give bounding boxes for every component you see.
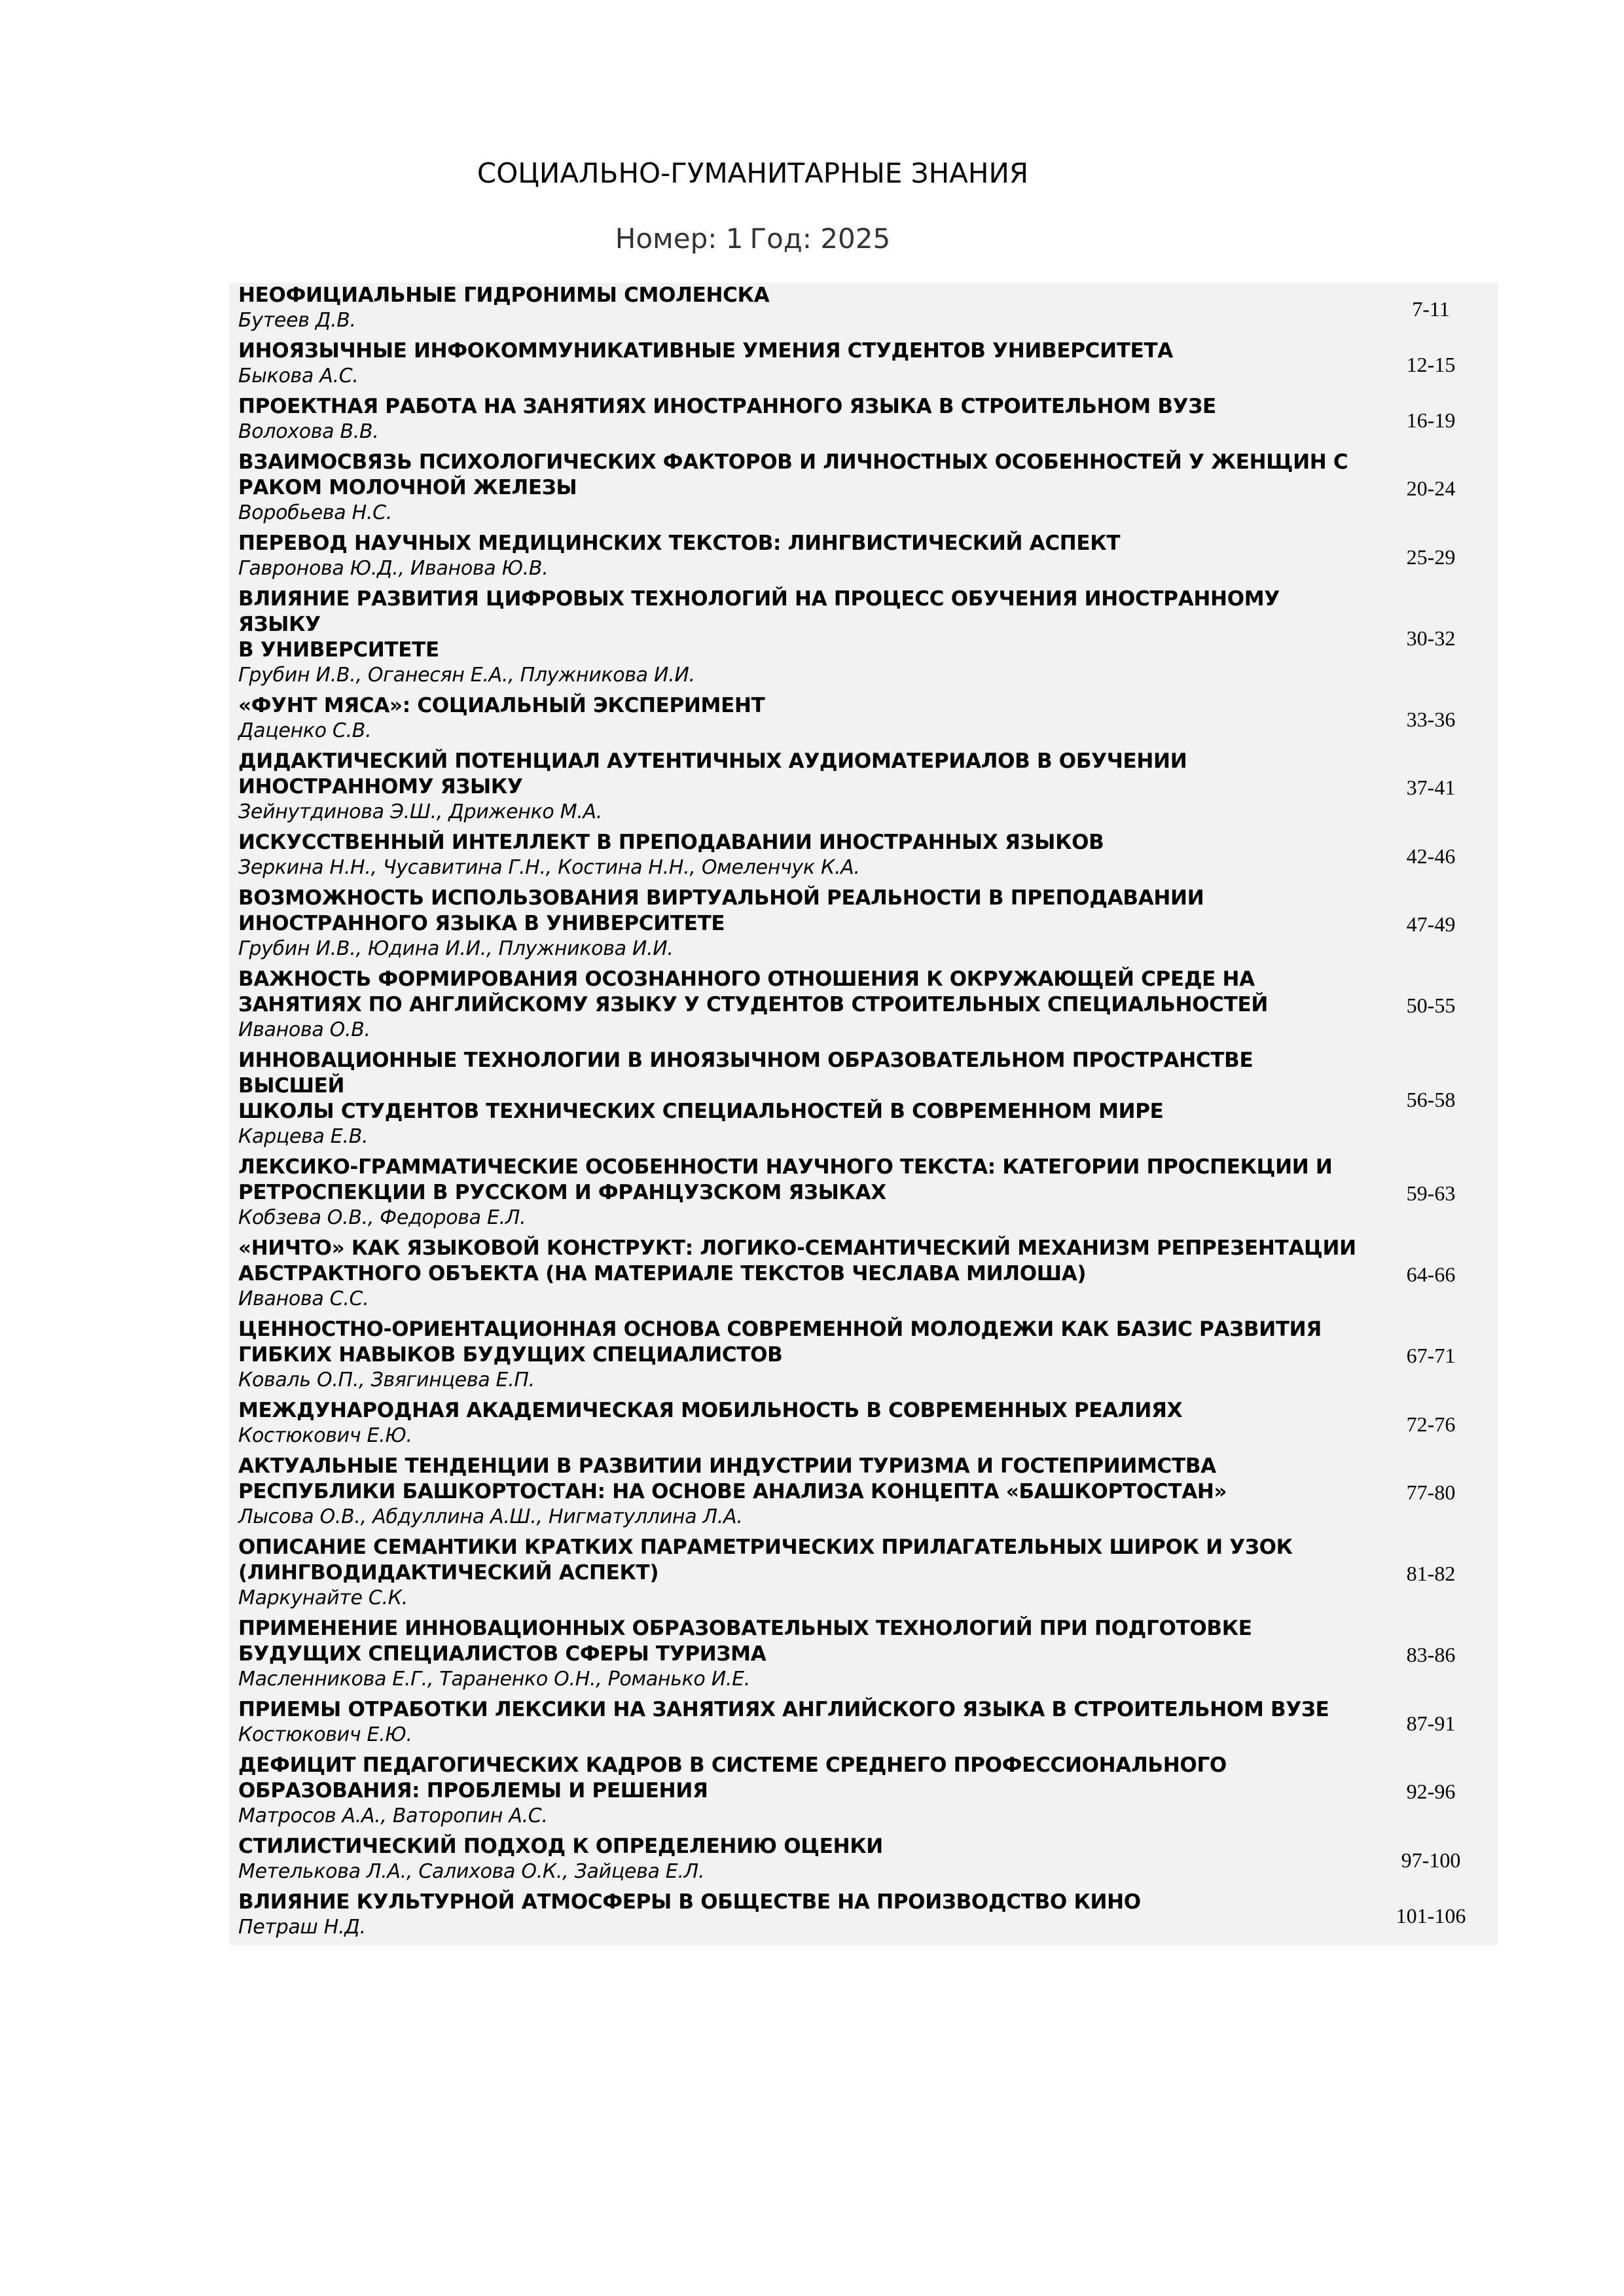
article-authors: Лысова О.В., Абдуллина А.Ш., Нигматуллина Л.А.	[238, 1505, 743, 1528]
toc-row[interactable]	[229, 749, 1498, 830]
toc-entry	[238, 1616, 1364, 1692]
toc-entry	[238, 1454, 1364, 1530]
toc-row[interactable]	[229, 1697, 1498, 1753]
page-range: 56-58	[1406, 1087, 1456, 1111]
toc-row[interactable]	[229, 1398, 1498, 1454]
page-range: 64-66	[1406, 1263, 1456, 1286]
article-authors: Грубин И.В., Юдина И.И., Плужникова И.И.	[238, 937, 674, 960]
toc-row[interactable]	[229, 830, 1498, 886]
toc-row[interactable]	[229, 1317, 1498, 1398]
toc-entry	[238, 450, 1364, 526]
article-title[interactable]: ВЗАИМОСВЯЗЬ ПСИХОЛОГИЧЕСКИХ ФАКТОРОВ И ЛИЧНОСТНЫХ ОСОБЕННОСТЕЙ У ЖЕНЩИН С РАКОМ МОЛОЧНОЙ ЖЕЛЕЗЫ	[238, 450, 1348, 499]
article-authors: Метелькова Л.А., Салихова О.К., Зайцева Е.Л.	[238, 1860, 705, 1883]
toc-row[interactable]	[229, 1890, 1498, 1945]
article-title[interactable]: ВАЖНОСТЬ ФОРМИРОВАНИЯ ОСОЗНАННОГО ОТНОШЕНИЯ К ОКРУЖАЮЩЕЙ СРЕДЕ НА ЗАНЯТИЯХ ПО АНГЛИЙСКОМУ ЯЗЫКУ У СТУДЕНТОВ СТРОИТЕЛЬНЫХ СПЕЦИАЛЬНОСТЕЙ	[238, 967, 1269, 1016]
page-range: 67-71	[1406, 1344, 1456, 1367]
toc-entry	[238, 1535, 1364, 1611]
page-range: 25-29	[1406, 545, 1456, 569]
article-title[interactable]: ОПИСАНИЕ СЕМАНТИКИ КРАТКИХ ПАРАМЕТРИЧЕСКИХ ПРИЛАГАТЕЛЬНЫХ ШИРОК И УЗОК (ЛИНГВОДИДАКТИЧЕСКИЙ АСПЕКТ)	[238, 1535, 1293, 1585]
toc-entry	[238, 749, 1364, 825]
page-range: 50-55	[1406, 994, 1456, 1017]
page-range: 83-86	[1406, 1643, 1456, 1666]
toc-entry	[238, 967, 1364, 1043]
article-title[interactable]: ВЛИЯНИЕ РАЗВИТИЯ ЦИФРОВЫХ ТЕХНОЛОГИЙ НА ПРОЦЕСС ОБУЧЕНИЯ ИНОСТРАННОМУ ЯЗЫКУ В УНИВЕРСИТЕТЕ	[238, 587, 1280, 662]
toc-row[interactable]	[229, 1834, 1498, 1890]
page-range: 42-46	[1406, 844, 1456, 868]
toc-row[interactable]	[229, 450, 1498, 531]
toc-entry	[238, 886, 1364, 961]
toc-entry	[238, 693, 1364, 744]
toc-entry	[238, 283, 1364, 333]
toc-entry	[238, 1317, 1364, 1393]
toc-entry	[238, 1753, 1364, 1829]
toc-entry	[238, 1890, 1364, 1940]
article-title[interactable]: ИНОЯЗЫЧНЫЕ ИНФОКОММУНИКАТИВНЫЕ УМЕНИЯ СТУДЕНТОВ УНИВЕРСИТЕТА	[238, 339, 1173, 363]
toc-row[interactable]	[229, 283, 1498, 338]
page-range: 37-41	[1406, 776, 1456, 799]
toc-entry	[238, 1697, 1364, 1748]
toc-entry	[238, 586, 1364, 688]
page-range: 81-82	[1406, 1562, 1456, 1585]
toc-row[interactable]	[229, 693, 1498, 749]
toc-row[interactable]	[229, 586, 1498, 693]
article-title[interactable]: «НИЧТО» КАК ЯЗЫКОВОЙ КОНСТРУКТ: ЛОГИКО-СЕМАНТИЧЕСКИЙ МЕХАНИЗМ РЕПРЕЗЕНТАЦИИ АБСТРАКТНОГО ОБЪЕКТА (НА МАТЕРИАЛЕ ТЕКСТОВ ЧЕСЛАВА МИЛОША)	[238, 1236, 1356, 1285]
table-of-contents	[229, 283, 1498, 1945]
article-authors: Зейнутдинова Э.Ш., Дриженко М.А.	[238, 800, 602, 823]
toc-row[interactable]	[229, 1753, 1498, 1834]
article-title[interactable]: ДИДАКТИЧЕСКИЙ ПОТЕНЦИАЛ АУТЕНТИЧНЫХ АУДИОМАТЕРИАЛОВ В ОБУЧЕНИИ ИНОСТРАННОМУ ЯЗЫКУ	[238, 749, 1187, 798]
page-range: 92-96	[1406, 1780, 1456, 1803]
article-title[interactable]: ПРОЕКТНАЯ РАБОТА НА ЗАНЯТИЯХ ИНОСТРАННОГО ЯЗЫКА В СТРОИТЕЛЬНОМ ВУЗЕ	[238, 395, 1216, 418]
article-authors: Коваль О.П., Звягинцева Е.П.	[238, 1369, 535, 1391]
article-authors: Матросов А.А., Ваторопин А.С.	[238, 1804, 548, 1827]
article-title[interactable]: ПЕРЕВОД НАУЧНЫХ МЕДИЦИНСКИХ ТЕКСТОВ: ЛИНГВИСТИЧЕСКИЙ АСПЕКТ	[238, 531, 1121, 555]
page-range: 12-15	[1406, 352, 1456, 376]
page-range: 72-76	[1406, 1412, 1456, 1436]
issue-number: Номер: 1	[615, 223, 744, 255]
article-authors: Костюкович Е.Ю.	[238, 1424, 412, 1447]
article-title[interactable]: СТИЛИСТИЧЕСКИЙ ПОДХОД К ОПРЕДЕЛЕНИЮ ОЦЕНКИ	[238, 1835, 883, 1858]
page-range: 7-11	[1412, 296, 1450, 321]
article-authors: Маркунайте С.К.	[238, 1587, 408, 1609]
page-range: 59-63	[1406, 1181, 1456, 1205]
article-title[interactable]: ПРИМЕНЕНИЕ ИННОВАЦИОННЫХ ОБРАЗОВАТЕЛЬНЫХ ТЕХНОЛОГИЙ ПРИ ПОДГОТОВКЕ БУДУЩИХ СПЕЦИАЛИСТОВ СФЕРЫ ТУРИЗМА	[238, 1617, 1252, 1666]
article-title[interactable]: ВОЗМОЖНОСТЬ ИСПОЛЬЗОВАНИЯ ВИРТУАЛЬНОЙ РЕАЛЬНОСТИ В ПРЕПОДАВАНИИ ИНОСТРАННОГО ЯЗЫКА В УНИВЕРСИТЕТЕ	[238, 886, 1204, 935]
article-title[interactable]: ВЛИЯНИЕ КУЛЬТУРНОЙ АТМОСФЕРЫ В ОБЩЕСТВЕ НА ПРОИЗВОДСТВО КИНО	[238, 1890, 1141, 1914]
article-title[interactable]: ИСКУССТВЕННЫЙ ИНТЕЛЛЕКТ В ПРЕПОДАВАНИИ ИНОСТРАННЫХ ЯЗЫКОВ	[238, 831, 1104, 854]
toc-row[interactable]	[229, 1155, 1498, 1236]
page-range: 87-91	[1406, 1711, 1456, 1735]
article-authors: Даценко С.В.	[238, 719, 372, 742]
toc-row[interactable]	[229, 886, 1498, 967]
article-authors: Карцева Е.В.	[238, 1125, 369, 1148]
toc-row[interactable]	[229, 1236, 1498, 1317]
article-authors: Воробьева Н.С.	[238, 501, 392, 524]
toc-row[interactable]	[229, 1048, 1498, 1155]
journal-title: СОЦИАЛЬНО-ГУМАНИТАРНЫЕ ЗНАНИЯ	[477, 157, 1029, 189]
article-authors: Быкова А.С.	[238, 365, 359, 387]
article-authors: Бутеев Д.В.	[238, 309, 356, 332]
page-range: 33-36	[1406, 707, 1456, 731]
issue-year: Год: 2025	[749, 223, 891, 255]
article-title[interactable]: НЕОФИЦИАЛЬНЫЕ ГИДРОНИМЫ СМОЛЕНСКА	[238, 283, 770, 307]
toc-entry	[238, 1398, 1364, 1448]
article-authors: Волохова В.В.	[238, 420, 379, 443]
toc-entry	[238, 1048, 1364, 1149]
article-title[interactable]: ИННОВАЦИОННЫЕ ТЕХНОЛОГИИ В ИНОЯЗЫЧНОМ ОБРАЗОВАТЕЛЬНОМ ПРОСТРАНСТВЕ ВЫСШЕЙ ШКОЛЫ СТУДЕНТОВ ТЕХНИЧЕСКИХ СПЕЦИАЛЬНОСТЕЙ В СОВРЕМЕННОМ МИРЕ	[238, 1049, 1254, 1123]
toc-row[interactable]	[229, 1454, 1498, 1535]
article-title[interactable]: ДЕФИЦИТ ПЕДАГОГИЧЕСКИХ КАДРОВ В СИСТЕМЕ СРЕДНЕГО ПРОФЕССИОНАЛЬНОГО ОБРАЗОВАНИЯ: ПРОБЛЕМЫ И РЕШЕНИЯ	[238, 1753, 1227, 1803]
article-authors: Костюкович Е.Ю.	[238, 1723, 412, 1746]
page-range: 97-100	[1401, 1848, 1461, 1872]
article-title[interactable]: ЛЕКСИКО-ГРАММАТИЧЕСКИЕ ОСОБЕННОСТИ НАУЧНОГО ТЕКСТА: КАТЕГОРИИ ПРОСПЕКЦИИ И РЕТРОСПЕКЦИИ В РУССКОМ И ФРАНЦУЗСКОМ ЯЗЫКАХ	[238, 1155, 1333, 1204]
toc-entry	[238, 394, 1364, 444]
article-title[interactable]: ЦЕННОСТНО-ОРИЕНТАЦИОННАЯ ОСНОВА СОВРЕМЕННОЙ МОЛОДЕЖИ КАК БАЗИС РАЗВИТИЯ ГИБКИХ НАВЫКОВ БУДУЩИХ СПЕЦИАЛИСТОВ	[238, 1318, 1322, 1367]
toc-entry	[238, 1155, 1364, 1230]
page-range: 77-80	[1406, 1480, 1456, 1504]
article-authors: Зеркина Н.Н., Чусавитина Г.Н., Костина Н.Н., Омеленчук К.А.	[238, 856, 860, 879]
page-range: 16-19	[1406, 408, 1456, 432]
toc-entry	[238, 830, 1364, 880]
toc-entry	[238, 1236, 1364, 1312]
article-authors: Иванова С.С.	[238, 1287, 369, 1310]
page-range: 20-24	[1406, 476, 1456, 500]
toc-row[interactable]	[229, 1535, 1498, 1616]
article-authors: Кобзева О.В., Федорова Е.Л.	[238, 1206, 526, 1229]
article-title[interactable]: АКТУАЛЬНЫЕ ТЕНДЕНЦИИ В РАЗВИТИИ ИНДУСТРИИ ТУРИЗМА И ГОСТЕПРИИМСТВА РЕСПУБЛИКИ БАШКОРТОСТАН: НА ОСНОВЕ АНАЛИЗА КОНЦЕПТА «БАШКОРТОСТАН»	[238, 1454, 1227, 1503]
article-authors: Петраш Н.Д.	[238, 1916, 366, 1939]
toc-row[interactable]	[229, 531, 1498, 586]
toc-row[interactable]	[229, 1616, 1498, 1697]
toc-entry	[238, 531, 1364, 581]
article-authors: Иванова О.В.	[238, 1018, 370, 1041]
toc-row[interactable]	[229, 394, 1498, 450]
page-range: 30-32	[1406, 626, 1456, 650]
toc-entry	[238, 1834, 1364, 1884]
page-range: 47-49	[1406, 912, 1456, 936]
article-title[interactable]: МЕЖДУНАРОДНАЯ АКАДЕМИЧЕСКАЯ МОБИЛЬНОСТЬ В СОВРЕМЕННЫХ РЕАЛИЯХ	[238, 1399, 1183, 1422]
toc-row[interactable]	[229, 338, 1498, 394]
article-title[interactable]: «ФУНТ МЯСА»: СОЦИАЛЬНЫЙ ЭКСПЕРИМЕНТ	[238, 694, 765, 717]
toc-entry	[238, 338, 1364, 389]
toc-row[interactable]	[229, 967, 1498, 1048]
page-range: 101-106	[1396, 1903, 1466, 1928]
article-authors: Гавронова Ю.Д., Иванова Ю.В.	[238, 557, 549, 580]
article-title[interactable]: ПРИЕМЫ ОТРАБОТКИ ЛЕКСИКИ НА ЗАНЯТИЯХ АНГЛИЙСКОГО ЯЗЫКА В СТРОИТЕЛЬНОМ ВУЗЕ	[238, 1698, 1329, 1721]
article-authors: Грубин И.В., Оганесян Е.А., Плужникова И.И.	[238, 664, 695, 687]
article-authors: Масленникова Е.Г., Тараненко О.Н., Романько И.Е.	[238, 1668, 750, 1691]
issue-line	[0, 223, 1506, 255]
